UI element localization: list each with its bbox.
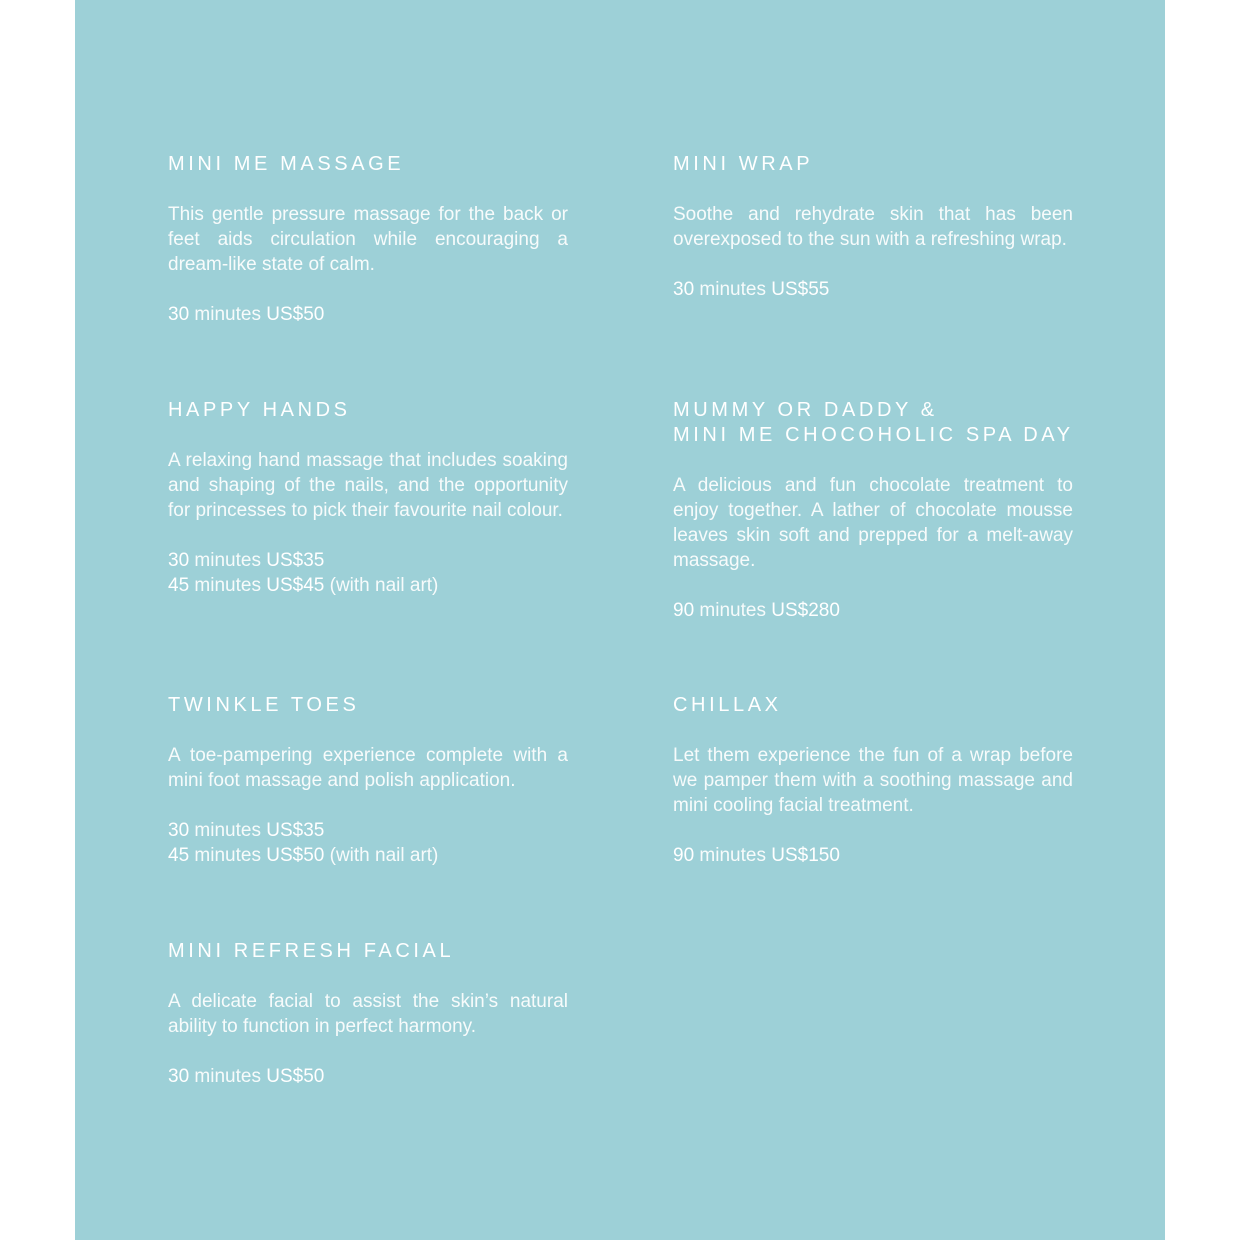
treatment-description: Let them experience the fun of a wrap before we pamper them with a soothing massage and mini cooling facial treatment.: [673, 745, 1073, 816]
treatment-prices: [168, 1064, 568, 1089]
treatment-description: A delicious and fun chocolate treatment to enjoy together. A lather of chocolate mousse leaves skin soft and prepped for a melt-away massage.: [673, 475, 1073, 571]
treatment-description: A delicate facial to assist the skin’s natural ability to function in perfect harmony.: [168, 991, 568, 1037]
treatment-description: This gentle pressure massage for the back or feet aids circulation while encouraging a dream-like state of calm.: [168, 204, 568, 275]
treatment-mini-me-massage: [168, 152, 568, 327]
price-row: 30 minutes US$35: [168, 820, 325, 841]
treatment-title: CHILLAX: [673, 694, 782, 716]
treatment-chillax: [673, 693, 1073, 868]
price-row: 30 minutes US$50: [168, 304, 325, 325]
treatment-title: HAPPY HANDS: [168, 399, 351, 421]
treatment-mini-refresh-facial: [168, 939, 568, 1089]
price-row: 45 minutes US$45 (with nail art): [168, 575, 439, 596]
treatment-happy-hands: [168, 398, 568, 598]
treatment-description: A toe-pampering experience complete with a mini foot massage and polish application.: [168, 745, 568, 791]
treatment-title: MINI WRAP: [673, 153, 814, 175]
treatment-prices: [168, 818, 568, 868]
treatment-prices: [673, 277, 1073, 302]
treatment-description: Soothe and rehydrate skin that has been overexposed to the sun with a refreshing wrap.: [673, 204, 1073, 250]
treatment-title: MUMMY OR DADDY & MINI ME CHOCOHOLIC SPA DAY: [673, 399, 1074, 446]
price-row: 90 minutes US$150: [673, 845, 840, 866]
treatment-title: TWINKLE TOES: [168, 694, 360, 716]
treatment-prices: [673, 598, 1073, 623]
price-row: 90 minutes US$280: [673, 600, 840, 621]
price-row: 30 minutes US$35: [168, 550, 325, 571]
treatment-prices: [673, 843, 1073, 868]
treatment-twinkle-toes: [168, 693, 568, 868]
treatment-mini-wrap: [673, 152, 1073, 302]
treatment-title: MINI REFRESH FACIAL: [168, 940, 455, 962]
price-row: 30 minutes US$55: [673, 279, 830, 300]
treatment-chocoholic-spa-day: [673, 398, 1073, 623]
treatment-description: A relaxing hand massage that includes soaking and shaping of the nails, and the opportunity for princesses to pick their favourite nail colour.: [168, 450, 568, 521]
price-row: 45 minutes US$50 (with nail art): [168, 845, 439, 866]
treatment-prices: [168, 302, 568, 327]
treatment-title: MINI ME MASSAGE: [168, 153, 405, 175]
price-row: 30 minutes US$50: [168, 1066, 325, 1087]
treatment-prices: [168, 548, 568, 598]
